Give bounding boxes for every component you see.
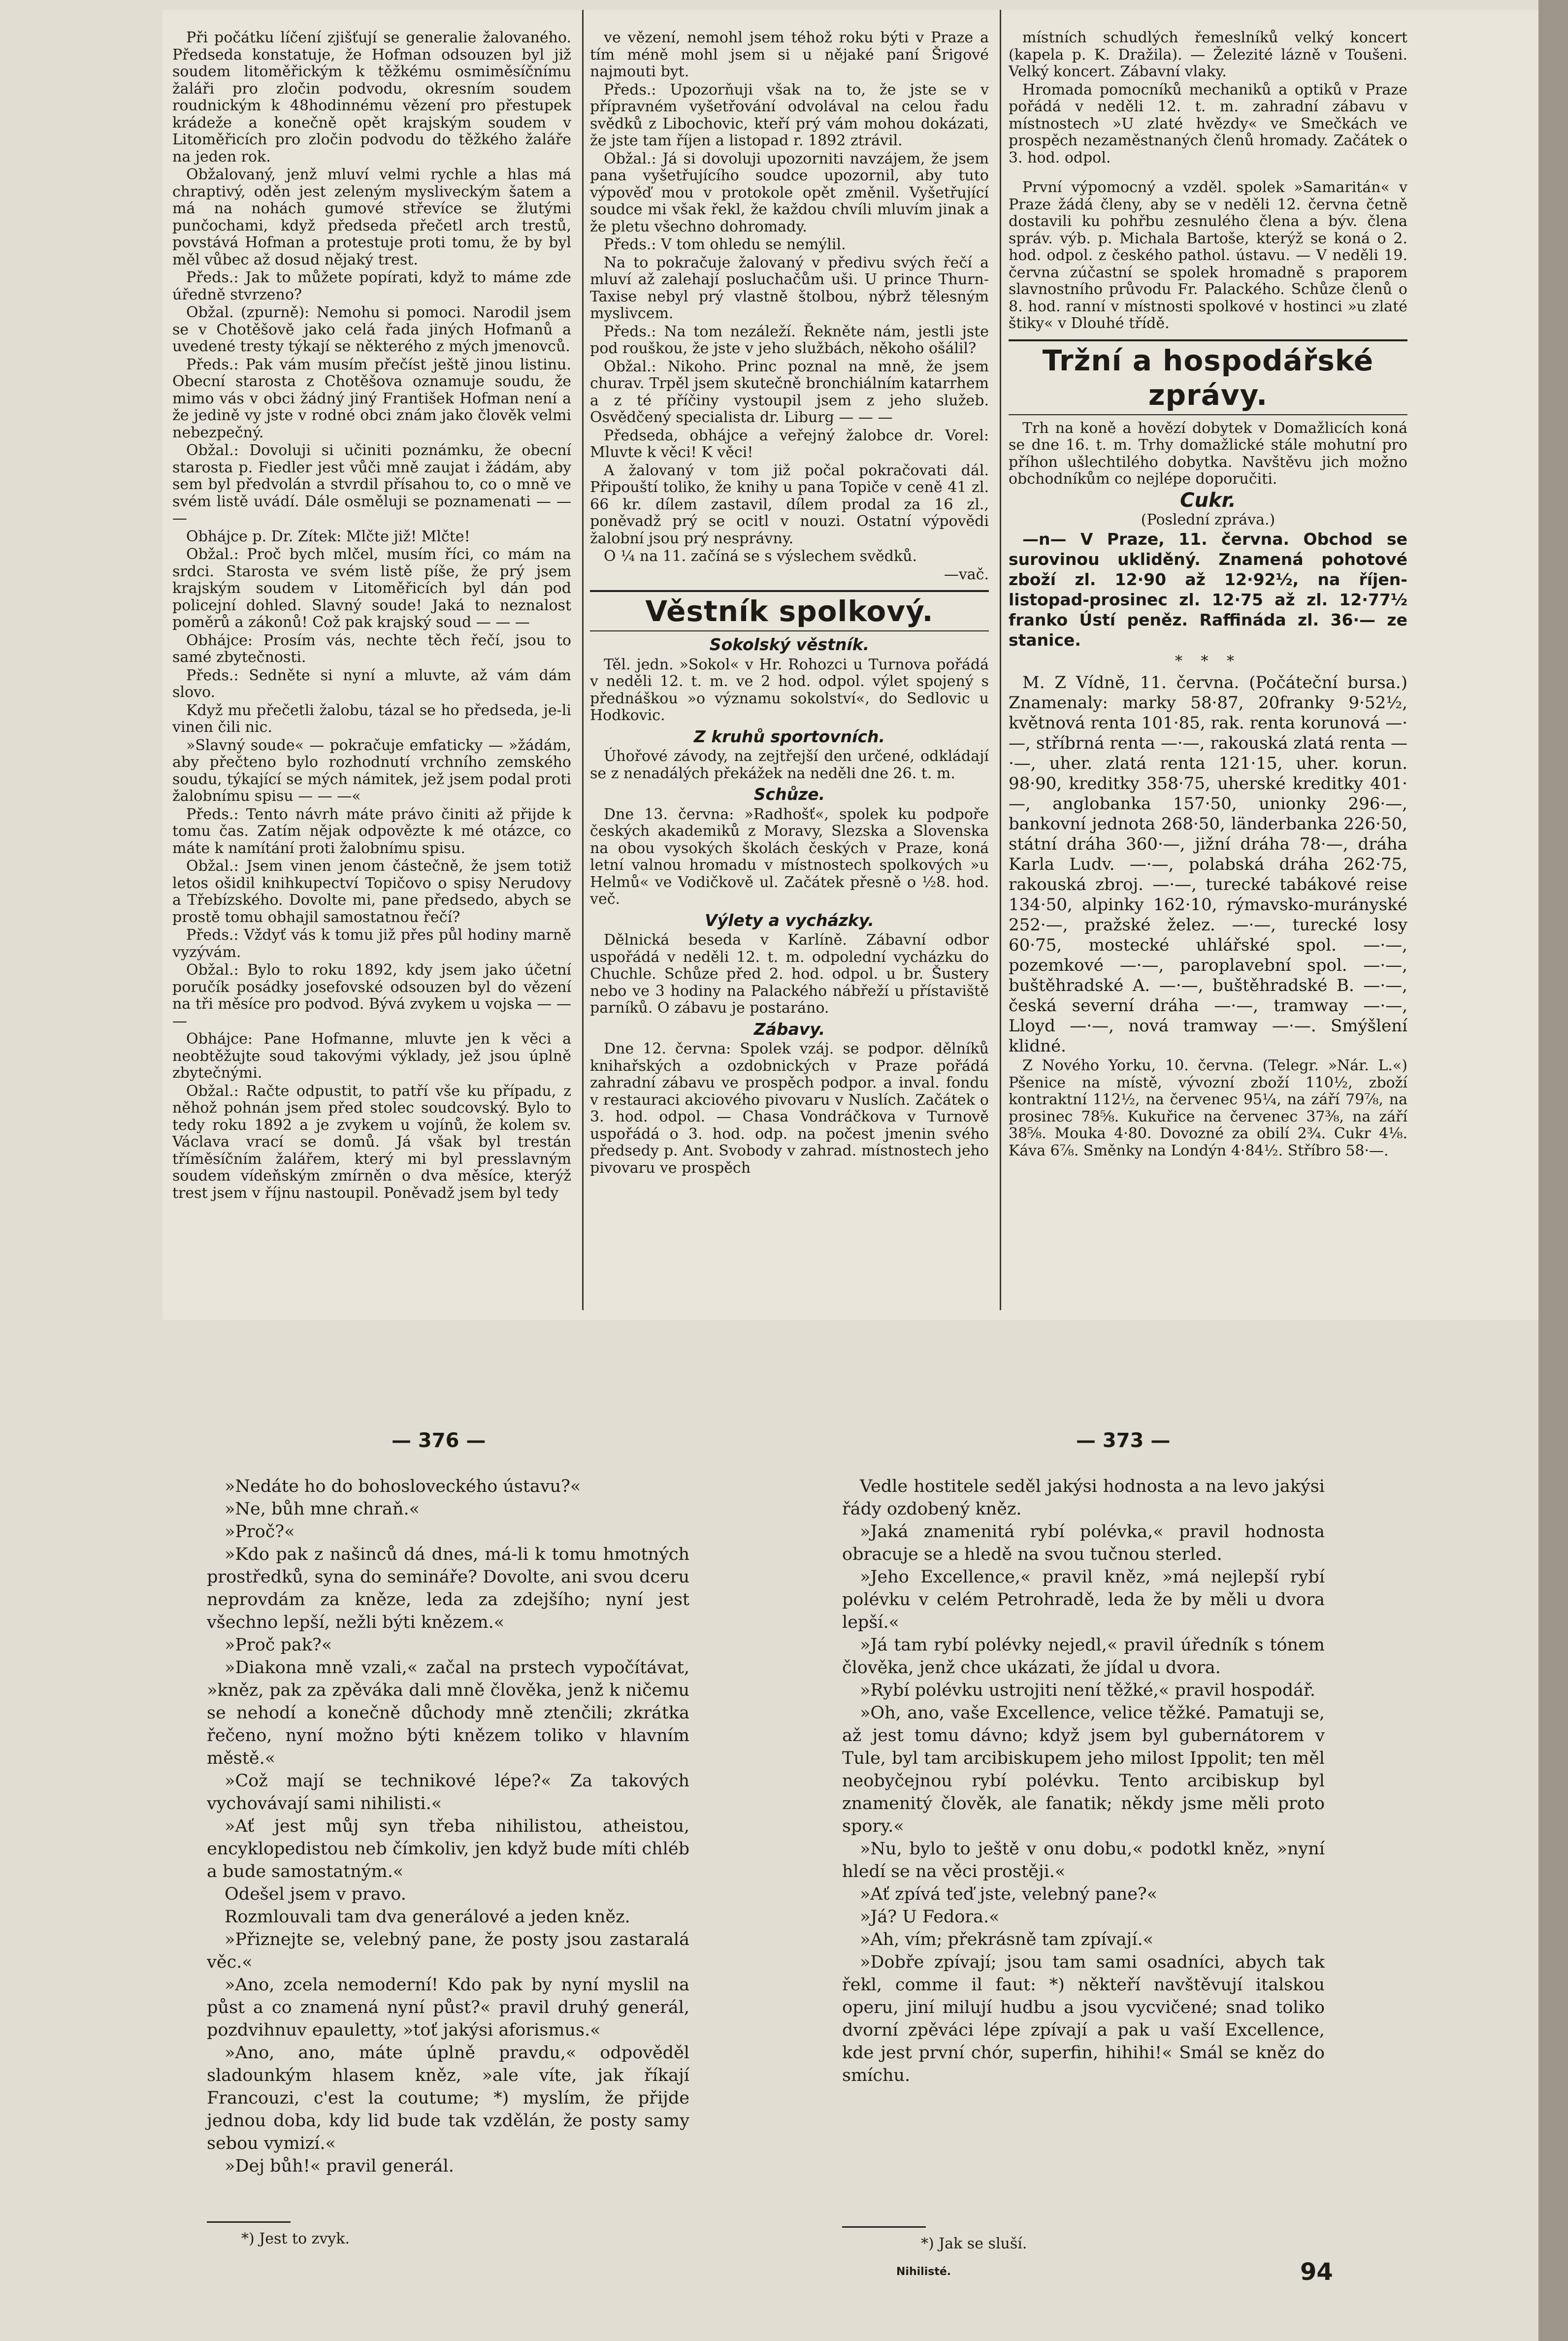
paragraph: »Já? U Fedora.«: [860, 1907, 1000, 1927]
paragraph: Obžalovaný, jenž mluví velmi rychle a hlas má chraptivý, oděn jest zeleným mysliveckým šatem a má na nohách gumové střevíce se žlutými punčochami, když předseda přečetl arch trestů, povstává Hofman a protestuje proti tomu, že by byl měl vůbec až dosud nějaký trest.: [172, 166, 571, 268]
subhead-schuze: Schůze.: [753, 785, 825, 804]
subhead-vylety: Výlety a vycházky.: [705, 910, 874, 930]
paragraph: »Nu, bylo to ještě v onu dobu,« podotkl kněz, »nyní hledí se na věci prostěji.«: [842, 1839, 1325, 1881]
paragraph: »Dobře zpívají; jsou tam sami osadníci, abych tak řekl, comme il faut: *) někteří navštěvují italskou operu, jiní milují hudbu a jsou vycvičené; snad toliko dvorní zpěváci lépe zpívají a pak u vaší Excellence, kde jest první chór, superfin, hihihi!« Smál se kněz do smíchu.: [842, 1952, 1325, 2085]
novel-page-left: [207, 1475, 689, 2177]
paragraph: »Kdo pak z našinců dá dnes, má-li k tomu hmotných prostředků, syna do semináře? Dovolte, ani svou dceru neprovdám za kněze, leda za zdejšího; nyní jest všechno lepší, nežli býti knězem.«: [207, 1545, 689, 1632]
paragraph: Když mu přečetli žalobu, tázal se ho předseda, je-li vinen čili nic.: [172, 701, 571, 736]
paragraph: místních schudlých řemeslníků velký koncert (kapela p. K. Dražila). — Železité lázně v Toušeni. Velký koncert. Zábavní vlaky.: [1009, 29, 1407, 80]
footnote-rule: [207, 2221, 291, 2223]
paragraph: Úhořové závody, na zejtřejší den určené, odkládají se z nenadálých překážek na neděli dne 26. t. m.: [590, 748, 989, 782]
paragraph: Předs.: Sedněte si nyní a mluvte, až vám dám slovo.: [172, 666, 571, 701]
paragraph: Dělnická beseda v Karlíně. Zábavní odbor uspořádá v neděli 12. t. m. odpolední vycházku do Chuchle. Schůze před 2. hod. odpol. u br. Šustery nebo ve 3 hodiny na Palackého nábřeží u přístaviště parníků. O zábavu je postaráno.: [590, 931, 989, 1017]
column-court-report: [172, 30, 571, 1203]
paragraph: Těl. jedn. »Sokol« v Hr. Rohozci u Turnova pořádá v neděli 12. t. m. ve 2 hod. odpol. výlet spojený s přednáškou »o významu sokolství«, do Sedlovic u Hodkovic.: [590, 656, 989, 724]
section-title-spolkovy: Věstník spolkový.: [590, 590, 989, 631]
paragraph: »Ať jest můj syn třeba nihilistou, atheistou, encyklopedistou neb čímkoliv, jen když bude míti chléb a bude samostatným.«: [207, 1816, 689, 1881]
paragraph: Rozmlouvali tam dva generálové a jeden kněz.: [225, 1907, 630, 1927]
paragraph: »Ah, vím; překrásně tam zpívají.«: [860, 1930, 1154, 1949]
footnote-right: *) Jak se sluší.: [921, 2235, 1027, 2252]
subhead-zabavy: Zábavy.: [753, 1019, 825, 1039]
paragraph: »Ano, zcela nemoderní! Kdo pak by nyní myslil na půst a co znamená nyní půst?« pravil druhý generál, pozdvihnuv epauletty, »toť jakýsi aforismus.«: [207, 1975, 689, 2040]
paragraph: Obžal.: Já si dovoluji upozorniti navzájem, že jsem pana vyšetřujícího soudce upozornil, aby tuto výpověď mou v protokole opět změnil. Vyšetřující soudce mi však řekl, že každou chvíli mluvím jinak a že pletu všechno dohromady.: [590, 150, 989, 235]
paragraph: »Jeho Excellence,« pravil kněz, »má nejlepší rybí polévku v celém Petrohradě, leda že by měli u dvora lepší.«: [842, 1567, 1325, 1632]
paragraph: »Oh, ano, vaše Excellence, velice těžké. Pamatuji se, až jest tomu dávno; když jsem byl gubernátorem v Tule, byl tam arcibiskupem jeho milost Ippolit; ten měl neobyčejnou rybí polévku. Tento arcibiskup byl znamenitý člověk, ale fanatik; někdy jsme měli proto spory.«: [842, 1703, 1325, 1836]
paragraph: »Dej bůh!« pravil generál.: [225, 2156, 454, 2176]
paragraph: »Diakona mně vzali,« začal na prstech vypočítávat, »kněz, pak za zpěváka dali mně člověka, jenž k ničemu se nehodí a konečně důchody mně ztenčili; zkrátka řečeno, nyní možno býti knězem toliko v hlavním městě.«: [207, 1658, 689, 1768]
paragraph: Předs.: Tento návrh máte právo činiti až přijde k tomu čas. Zatím nějak odpovězte k mé otázce, co máte k namítání proti žalobnímu spisu.: [172, 805, 571, 857]
paragraph: Obhájce p. Dr. Zítek: Mlčte již! Mlčte!: [186, 528, 470, 545]
sugar-report: —n— V Praze, 11. června. Obchod se surovinou ukliděný. Znamená pohotové zboží zl. 12·90 až 12·92½, na říjen-listopad-prosinec zl. 12·75 až zl. 12·77½ franko Ústí peněz. Raffináda zl. 36·— ze stanice.: [1009, 529, 1407, 650]
paragraph: Předs.: V tom ohledu se nemýlil.: [604, 236, 846, 253]
paragraph: Předseda, obhájce a veřejný žalobce dr. Vorel: Mluvte k věci! K věci!: [590, 427, 989, 461]
paragraph: A žalovaný v tom již počal pokračovati dál. Připouští toliko, že knihy u pana Topiče v ceně 41 zl. 66 kr. dílem zastavil, dílem prodal za 16 zl., poněvadž prý se ocitl v nouzi. Ostatní výpovědi žalobní jsou prý nesprávny.: [590, 462, 989, 547]
paragraph: Odešel jsem v pravo.: [225, 1884, 406, 1904]
footnote-left: *) Jest to zvyk.: [241, 2230, 350, 2247]
stock-exchange-report: M. Z Vídně, 11. června. (Počáteční bursa.) Znamenaly: marky 58·87, 20franky 9·52½, květnová renta 101·85, rak. renta korunová —·—, stříbrná renta —·—, rakouská zlatá renta —·—, uher. zlatá renta 121·15, uher. korun. 98·90, kreditky 358·75, uherské kreditky 401·—, anglobanka 157·50, unionky 296·—, bankovní jednota 268·50, länderbanka 226·50, státní dráha 360·—, jižní dráha 78·—, dráha Karla Ludv. —·—, polabská dráha 262·75, rakouská zbroj. —·—, turecké tabákové reise 134·50, alpinky 162·10, rýmavsko-murányské 252·—, pražské želez. —·—, turecké losy 60·75, mostecké uhlářské spol. —·—, pozemkové —·—, paroplavební spol. —·—, buštěhradské A. —·—, buštěhradské B. —·—, česká severní dráha —·—, tramway —·—, Lloyd —·—, nová tramway —·—. Smýšlení klidné.: [1009, 673, 1407, 1056]
paragraph: Obžal.: Bylo to roku 1892, kdy jsem jako účetní poručík posádky josefovské odsouzen byl do vězení na tři měsíce pro podvod. Bývá zvykem u vojska — — —: [172, 961, 571, 1030]
column-rule: [1000, 10, 1001, 1310]
column-right: [1009, 30, 1407, 1160]
author-signature: —vač.: [944, 565, 989, 583]
paragraph: Z Nového Yorku, 10. června. (Telegr. »Nár. L.«) Pšenice na místě, vývozní zboží 110½, zboží kontraktní 112½, na červenec 95¼, na září 79⅞, na prosinec 78⅝. Kukuřice na červenec 37⅜, na září 38⅝. Mouka 4·80. Dovozné za obilí 2¾. Cukr 4⅛. Káva 6⅞. Směnky na Londýn 4·84½. Stříbro 58·—.: [1009, 1057, 1407, 1159]
paragraph: Předs.: Vždyť vás k tomu již přes půl hodiny marně vyzývám.: [172, 926, 571, 961]
paragraph: »Ne, bůh mne chraň.«: [225, 1499, 420, 1519]
paragraph: »Proč pak?«: [225, 1635, 332, 1655]
page-number-left: — 376 —: [392, 1429, 486, 1452]
paragraph: Předs.: Pak vám musím přečíst ještě jinou listinu. Obecní starosta z Chotěšova oznamuje soudu, že mimo vás v obci žádný jiný František Hofman není a že jedině vy jste v rodné obci znám jako člověk velmi nebezpečný.: [172, 356, 571, 441]
paragraph: »Což mají se technikové lépe?« Za takových vychovávají sami nihilisti.«: [207, 1771, 689, 1813]
paragraph: Obžal.: Proč bych mlčel, musím říci, co mám na srdci. Starosta ve svém listě píše, že prý jsem krajským soudem v Litoměřicích byl dán pod policejní dohled. Slavný soude! Jaká to neznalost poměrů a zákonů! Což pak krajský soud — — —: [172, 546, 571, 631]
subhead-sokol: Sokolský věstník.: [709, 635, 870, 654]
subhead-cukr: Cukr.: [1180, 489, 1236, 512]
paragraph: ve vězení, nemohl jsem téhož roku býti v Praze a tím méně mohl jsem si u nějaké paní Šrigové najmouti byt.: [590, 29, 989, 80]
paragraph: »Já tam rybí polévky nejedl,« pravil úředník s tónem člověka, jenž chce ukázati, že jídal u dvora.: [842, 1635, 1325, 1678]
column-middle: [590, 30, 989, 1178]
paragraph: Obžal.: Nikoho. Princ poznal na mně, že jsem churav. Trpěl jsem skutečně bronchiálním katarrhem a z té příčiny vystoupil jsem z jeho služeb. Osvědčený specialista dr. Liburg — — —: [590, 358, 989, 426]
paragraph: Hromada pomocníků mechaniků a optiků v Praze pořádá v neděli 12. t. m. zahradní zábavu v místnostech »U zlaté hvězdy« ve Smečkách ve prospěch nezaměstnaných členů hromady. Začátek o 3. hod. odpol.: [1009, 81, 1407, 166]
subhead-sport: Z kruhů sportovních.: [693, 726, 885, 746]
paragraph: První výpomocný a vzděl. spolek »Samaritán« v Praze žádá členy, aby se v neděli 12. června četně dostavili ku pohřbu zesnulého člena a býv. člena správ. výb. p. Michala Bartoše, kterýž se koná o 2. hod. odpol. z českého pathol. ústavu. — V neděli 19. června zúčastní se spolek hromadně s praporem slavnostního průvodu Fr. Palackého. Schůze členů o 8. hod. ranní v místnosti spolkové v hostinci »u zlaté štiky« v Dlouhé třídě.: [1009, 179, 1407, 332]
binding-edge: [1538, 0, 1568, 2341]
paragraph: Obžal.: Jsem vinen jenom částečně, že jsem totiž letos ošidil knihkupectví Topičovo o spisy Nerudovy a Třebízského. Dovolte mi, pane předsedo, abych se prostě tomu obhajil samostatnou řečí?: [172, 857, 571, 926]
paragraph: Obhájce: Pane Hofmanne, mluvte jen k věci a neobtěžujte soud takovými výklady, jež jsou úplně zbytečnými.: [172, 1030, 571, 1082]
separator-stars: * * *: [1175, 652, 1241, 670]
page-number-right: — 373 —: [1076, 1429, 1171, 1452]
paragraph: Předs.: Na tom nezáleží. Řekněte nám, jestli jste pod rouškou, že jste v jeho službách, někoho ošálil?: [590, 323, 989, 357]
paragraph: O ¼ na 11. začíná se s výslechem svědků.: [604, 548, 917, 565]
paragraph: »Přiznejte se, velebný pane, že posty jsou zastaralá věc.«: [207, 1930, 689, 1972]
paragraph: Obžal.: Račte odpustit, to patří vše ku případu, z něhož pohnán jsem před stolec soudcovský. Bylo to tedy roku 1892 a je zvykem u vojínů, že kolem sv. Václava vrací se domů. Já však byl trestán tříměsíčním žalářem, který mi byl presslavným soudem vídeňským zmírněn o dva měsíce, kterýž trest jsem v říjnu nastoupil. Poněvadž jsem byl tedy: [172, 1082, 571, 1202]
paragraph: »Ano, ano, máte úplně pravdu,« odpověděl sladounkým hlasem kněz, »ale víte, jak říkají Francouzi, c'est la coutume; *) myslím, že přijde jednou doba, kdy lid bude tak vzdělán, že posty samy sebou vymizí.«: [207, 2043, 689, 2153]
subhead-note: (Poslední zpráva.): [1141, 511, 1275, 528]
paragraph: Dne 12. června: Spolek vzáj. se podpor. dělníků knihařských a ozdobnických v Praze pořádá zahradní zábavu ve prospěch podpor. a inval. fondu v restauraci akciového pivovaru v Nuslích. Začátek o 3. hod. odpol. — Chasa Vondráčkova v Turnově uspořádá o 3. hod. odp. na počest jmenin svého předsedy p. Ant. Svobody v zahrad. místnostech jeho pivovaru ve prospěch: [590, 1040, 989, 1177]
section-title-trzni: Tržní a hospodářské zprávy.: [1009, 339, 1407, 415]
chapter-signoff: Nihilisté.: [896, 2266, 951, 2278]
paragraph: Trh na koně a hovězí dobytek v Domažlicích koná se dne 16. t. m. Trhy domažlické stále mohutní pro příhon ušlechtilého dobytka. Navštěvu jich možno obchodníkům co nejlépe doporučiti.: [1009, 419, 1407, 488]
paragraph: Obhájce: Prosím vás, nechte těch řečí, jsou to samé zbytečnosti.: [172, 631, 571, 666]
paragraph: »Rybí polévku ustrojiti není těžké,« pravil hospodář.: [860, 1681, 1316, 1700]
paragraph: »Slavný soude« — pokračuje emfaticky — »žádám, aby přečteno bylo rozhodnutí vrchního zemského soudu, týkající se mých námitek, jež jsem podal proti žalobnímu spisu — — —«: [172, 736, 571, 805]
novel-page-right: [842, 1475, 1325, 2087]
paragraph: Obžal. (zpurně): Nemohu si pomoci. Narodil jsem se v Chotěšově jako celá řada jiných Hofmanů a uvedené tresty týkají se některého z mých jmenovců.: [172, 304, 571, 355]
paragraph: Na to pokračuje žalovaný v předivu svých řečí a mluví až zalehají posluchačům uši. U prince Thurn-Taxise nebyl prý vlastně štolbou, nýbrž tělesným myslivcem.: [590, 254, 989, 322]
paragraph: »Jaká znamenitá rybí polévka,« pravil hodnosta obracuje se a hledě na svou tučnou sterled.: [842, 1522, 1325, 1564]
paragraph: »Ať zpívá teď jste, velebný pane?«: [860, 1884, 1158, 1904]
paragraph: Předs.: Upozorňuji však na to, že jste se v přípravném vyšetřování odvolával na celou řadu svědků z Libochovic, kteří prý vám mohou dokázati, že jste tam říjen a listopad r. 1892 ztrávil.: [590, 81, 989, 149]
paragraph: Předs.: Jak to můžete popírati, když to máme zde úředně stvrzeno?: [172, 269, 571, 303]
column-rule: [582, 10, 584, 1310]
paragraph: »Proč?«: [225, 1522, 295, 1542]
paragraph: Obžal.: Dovoluji si učiniti poznámku, že obecní starosta p. Fiedler jest vůči mně zaujat i žádám, aby sem byl předvolán a stvrdil přísahou to, co o mně ve svém listě uvádí. Dále osměluji se poznamenati — — —: [172, 442, 571, 527]
sheet-number: 94: [1300, 2258, 1333, 2286]
paragraph: »Nedáte ho do bohosloveckého ústavu?«: [225, 1477, 581, 1496]
footnote-rule: [842, 2226, 926, 2228]
paragraph: Vedle hostitele seděl jakýsi hodnosta a na levo jakýsi řády ozdobený kněz.: [842, 1477, 1325, 1519]
paragraph: Dne 13. června: »Radhošť«, spolek ku podpoře českých akademiků z Moravy, Slezska a Slovenska na obou vysokých školách českých v Praze, koná letní valnou hromadu v místnostech spolkových »u Helmů« ve Vodičkově ul. Začátek přesně o ½8. hod. več.: [590, 805, 989, 908]
paragraph: Při počátku líčení zjišťují se generalie žalovaného. Předseda konstatuje, že Hofman odsouzen byl již soudem litoměřickým k těžkému osmiměsíčnímu žaláři pro zločin podvodu, okresním soudem roudnickým k 48hodinnému vězení pro přestupek krádeže a konečně opět krajským soudem v Litoměřicích pro zločin podvodu do těžkého žaláře na jeden rok.: [172, 29, 571, 165]
